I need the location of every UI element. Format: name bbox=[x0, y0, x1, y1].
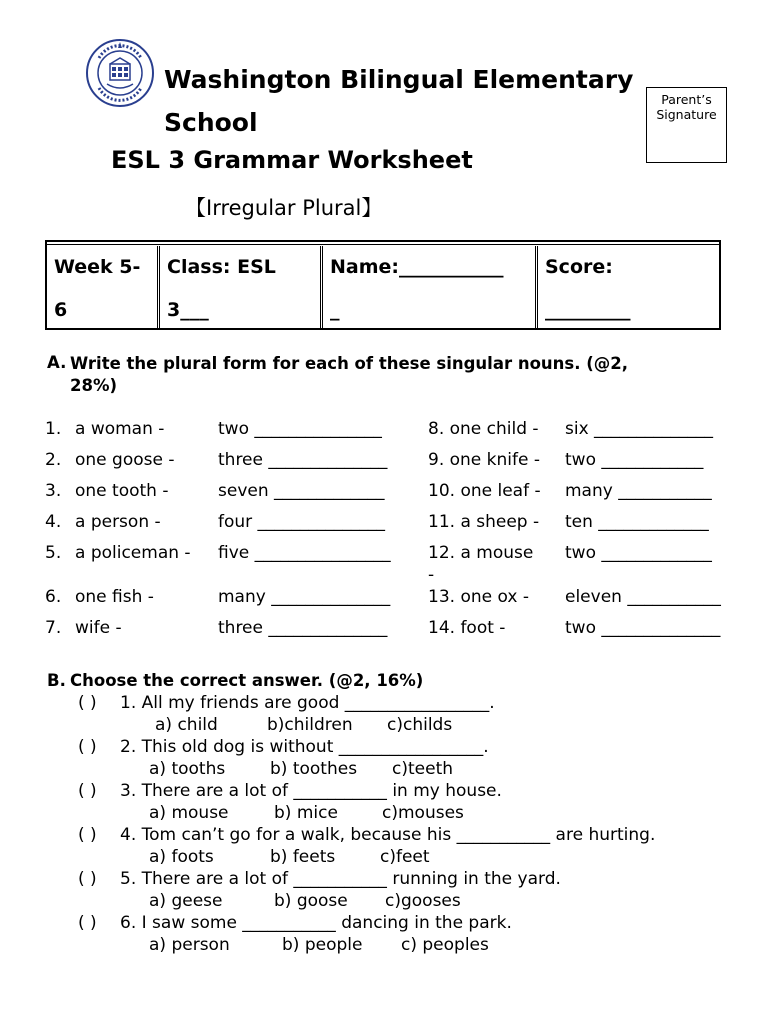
score-line1: Score: bbox=[545, 256, 613, 278]
list-item-num: 2. bbox=[45, 450, 62, 470]
section-a-instruction-line2: 28%) bbox=[70, 376, 118, 395]
list-item-answer[interactable]: ten _____________ bbox=[565, 512, 709, 532]
option-a: a) person bbox=[149, 935, 230, 955]
answer-blank[interactable]: ( ) bbox=[78, 913, 97, 933]
student-info-table bbox=[45, 240, 721, 330]
question-text: 3. There are a lot of ___________ in my house. bbox=[120, 781, 502, 801]
week-line2: 6 bbox=[54, 299, 68, 321]
list-item-answer[interactable]: three ______________ bbox=[218, 618, 388, 638]
list-item-noun: one fish - bbox=[75, 587, 154, 607]
school-seal-logo bbox=[85, 38, 155, 108]
worksheet-title: ESL 3 Grammar Worksheet bbox=[111, 146, 473, 174]
list-item-noun: 13. one ox - bbox=[428, 587, 529, 607]
answer-blank[interactable]: ( ) bbox=[78, 737, 97, 757]
list-item-noun: one tooth - bbox=[75, 481, 169, 501]
dangling-dash: - bbox=[428, 565, 435, 585]
section-b-instruction: Choose the correct answer. (@2, 16%) bbox=[70, 671, 424, 690]
list-item-noun: a woman - bbox=[75, 419, 165, 439]
option-c: c) peoples bbox=[401, 935, 489, 955]
option-c: c)gooses bbox=[385, 891, 461, 911]
worksheet-subtitle: 【Irregular Plural】 bbox=[185, 196, 383, 220]
question-text: 5. There are a lot of ___________ running in the yard. bbox=[120, 869, 561, 889]
option-a: a) tooths bbox=[149, 759, 226, 779]
list-item-noun: a person - bbox=[75, 512, 161, 532]
list-item-answer[interactable]: seven _____________ bbox=[218, 481, 385, 501]
answer-blank[interactable]: ( ) bbox=[78, 869, 97, 889]
list-item-noun: 10. one leaf - bbox=[428, 481, 541, 501]
name-line1: Name:___________ bbox=[330, 256, 504, 278]
name-line2: _ bbox=[330, 299, 340, 321]
option-c: c)childs bbox=[387, 715, 453, 735]
signature-label-line1: Parent’s bbox=[661, 92, 712, 107]
class-cell[interactable] bbox=[157, 246, 320, 328]
option-c: c)feet bbox=[380, 847, 430, 867]
list-item-noun: 14. foot - bbox=[428, 618, 506, 638]
week-cell bbox=[47, 246, 157, 328]
class-line2: 3___ bbox=[167, 299, 209, 321]
option-b: b) feets bbox=[270, 847, 336, 867]
list-item-noun: one goose - bbox=[75, 450, 175, 470]
section-a-instruction-line1: Write the plural form for each of these singular nouns. (@2, bbox=[70, 354, 629, 373]
list-item-answer[interactable]: four _______________ bbox=[218, 512, 386, 532]
option-a: a) geese bbox=[149, 891, 223, 911]
list-item-num: 4. bbox=[45, 512, 62, 532]
option-a: a) foots bbox=[149, 847, 214, 867]
list-item-answer[interactable]: two _____________ bbox=[565, 543, 712, 563]
option-c: c)mouses bbox=[382, 803, 464, 823]
list-item-num: 5. bbox=[45, 543, 62, 563]
school-name-line1: Washington Bilingual Elementary bbox=[164, 65, 634, 94]
list-item-num: 3. bbox=[45, 481, 62, 501]
list-item-noun: wife - bbox=[75, 618, 122, 638]
list-item-noun: 9. one knife - bbox=[428, 450, 540, 470]
section-a-instruction bbox=[70, 353, 730, 397]
school-name bbox=[164, 58, 664, 144]
list-item-answer[interactable]: two ______________ bbox=[565, 618, 721, 638]
list-item-answer[interactable]: three ______________ bbox=[218, 450, 388, 470]
question-text: 6. I saw some ___________ dancing in the park. bbox=[120, 913, 512, 933]
answer-blank[interactable]: ( ) bbox=[78, 825, 97, 845]
class-line1: Class: ESL bbox=[167, 256, 276, 278]
name-cell[interactable] bbox=[320, 246, 535, 328]
list-item-answer[interactable]: two _______________ bbox=[218, 419, 382, 439]
option-b: b) people bbox=[282, 935, 363, 955]
answer-blank[interactable]: ( ) bbox=[78, 781, 97, 801]
answer-blank[interactable]: ( ) bbox=[78, 693, 97, 713]
list-item-num: 1. bbox=[45, 419, 62, 439]
option-b: b) toothes bbox=[270, 759, 358, 779]
option-b: b)children bbox=[267, 715, 353, 735]
list-item-num: 6. bbox=[45, 587, 62, 607]
list-item-noun: a policeman - bbox=[75, 543, 191, 563]
signature-label-line2: Signature bbox=[656, 107, 717, 122]
section-a-marker: A. bbox=[47, 353, 67, 372]
list-item-answer[interactable]: eleven ___________ bbox=[565, 587, 721, 607]
option-c: c)teeth bbox=[392, 759, 454, 779]
list-item-answer[interactable]: five ________________ bbox=[218, 543, 391, 563]
question-text: 1. All my friends are good _________________. bbox=[120, 693, 495, 713]
score-cell[interactable] bbox=[535, 246, 719, 328]
section-b-marker: B. bbox=[47, 671, 66, 690]
option-b: b) mice bbox=[274, 803, 338, 823]
list-item-num: 7. bbox=[45, 618, 62, 638]
list-item-noun: 8. one child - bbox=[428, 419, 539, 439]
list-item-answer[interactable]: six ______________ bbox=[565, 419, 714, 439]
question-text: 2. This old dog is without _________________. bbox=[120, 737, 489, 757]
option-a: a) child bbox=[155, 715, 218, 735]
question-text: 4. Tom can’t go for a walk, because his ___________ are hurting. bbox=[120, 825, 656, 845]
list-item-answer[interactable]: many ______________ bbox=[218, 587, 391, 607]
parent-signature-box[interactable] bbox=[646, 87, 727, 163]
list-item-noun: 11. a sheep - bbox=[428, 512, 540, 532]
score-line2: _________ bbox=[545, 299, 631, 321]
week-line1: Week 5- bbox=[54, 256, 141, 278]
option-b: b) goose bbox=[274, 891, 348, 911]
list-item-answer[interactable]: two ____________ bbox=[565, 450, 704, 470]
option-a: a) mouse bbox=[149, 803, 229, 823]
school-name-line2: School bbox=[164, 108, 258, 137]
list-item-answer[interactable]: many ___________ bbox=[565, 481, 712, 501]
list-item-noun: 12. a mouse bbox=[428, 543, 534, 563]
